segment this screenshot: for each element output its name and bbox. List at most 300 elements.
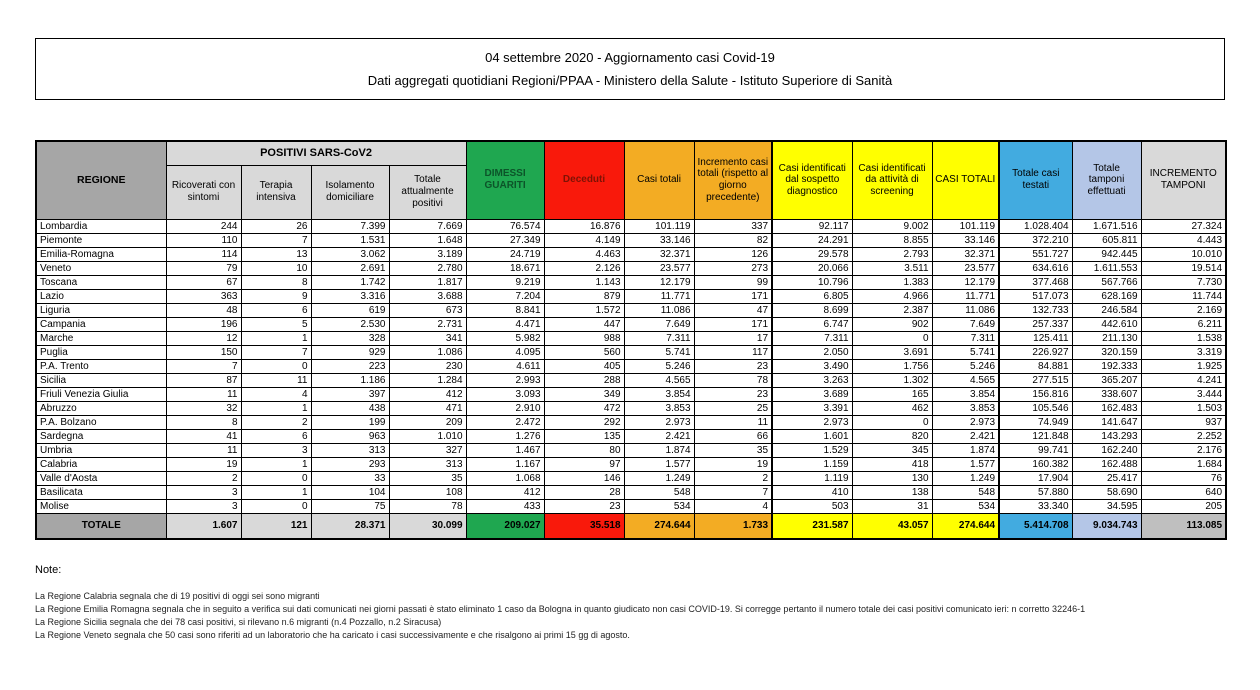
table-row (36, 317, 1226, 331)
data-cell: 57.880 (999, 485, 1072, 499)
data-cell: 7.730 (1141, 275, 1226, 289)
data-cell: 0 (241, 471, 311, 485)
data-cell: 438 (311, 401, 389, 415)
data-cell: 1.249 (932, 471, 999, 485)
data-cell: 31 (852, 499, 932, 513)
data-cell: 205 (1141, 499, 1226, 513)
data-cell: 3.688 (389, 289, 466, 303)
data-cell: 19 (166, 457, 241, 471)
table-row (36, 261, 1226, 275)
data-cell: 1.186 (311, 373, 389, 387)
data-cell: 0 (852, 415, 932, 429)
data-cell: 141.647 (1072, 415, 1141, 429)
table-row (36, 401, 1226, 415)
data-cell: 3 (241, 443, 311, 457)
data-cell: 34.595 (1072, 499, 1141, 513)
data-cell: 2.530 (311, 317, 389, 331)
data-cell: 11.744 (1141, 289, 1226, 303)
totals-cell: 28.371 (311, 513, 389, 539)
data-cell: 1.611.553 (1072, 261, 1141, 275)
data-cell: 104 (311, 485, 389, 499)
data-cell: 87 (166, 373, 241, 387)
col-header-terapia-intensiva: Terapia intensiva (241, 165, 311, 219)
data-cell: 5.741 (624, 345, 694, 359)
data-cell: 23 (544, 499, 624, 513)
data-cell: 99 (694, 275, 772, 289)
totals-cell: 1.733 (694, 513, 772, 539)
data-cell: 447 (544, 317, 624, 331)
data-cell: 3.319 (1141, 345, 1226, 359)
data-cell: 5.246 (624, 359, 694, 373)
data-cell: 548 (624, 485, 694, 499)
data-cell: 534 (624, 499, 694, 513)
data-cell: 7 (241, 233, 311, 247)
data-cell: 410 (772, 485, 852, 499)
data-cell: 171 (694, 317, 772, 331)
data-cell: 199 (311, 415, 389, 429)
data-cell: 17.904 (999, 471, 1072, 485)
data-cell: 135 (544, 429, 624, 443)
data-cell: 929 (311, 345, 389, 359)
data-cell: 345 (852, 443, 932, 457)
data-cell: 1.159 (772, 457, 852, 471)
table-row (36, 457, 1226, 471)
region-name: Sardegna (36, 429, 166, 443)
data-cell: 196 (166, 317, 241, 331)
data-cell: 41 (166, 429, 241, 443)
data-cell: 8.699 (772, 303, 852, 317)
data-cell: 211.130 (1072, 331, 1141, 345)
region-name: Emilia-Romagna (36, 247, 166, 261)
data-cell: 3.853 (932, 401, 999, 415)
data-cell: 963 (311, 429, 389, 443)
data-cell: 146 (544, 471, 624, 485)
data-cell: 1.302 (852, 373, 932, 387)
data-cell: 313 (311, 443, 389, 457)
data-cell: 8 (166, 415, 241, 429)
data-cell: 138 (852, 485, 932, 499)
data-cell: 2.472 (466, 415, 544, 429)
data-cell: 433 (466, 499, 544, 513)
data-cell: 156.816 (999, 387, 1072, 401)
data-cell: 1.119 (772, 471, 852, 485)
data-cell: 1.284 (389, 373, 466, 387)
data-cell: 4.241 (1141, 373, 1226, 387)
data-cell: 4.443 (1141, 233, 1226, 247)
totals-cell: 274.644 (932, 513, 999, 539)
totals-cell: 35.518 (544, 513, 624, 539)
data-cell: 7.399 (311, 219, 389, 233)
totals-cell: 1.607 (166, 513, 241, 539)
data-cell: 6.211 (1141, 317, 1226, 331)
data-cell: 80 (544, 443, 624, 457)
data-cell: 4.463 (544, 247, 624, 261)
region-name: Lombardia (36, 219, 166, 233)
region-name: Basilicata (36, 485, 166, 499)
data-cell: 1.817 (389, 275, 466, 289)
data-cell: 1.538 (1141, 331, 1226, 345)
data-cell: 397 (311, 387, 389, 401)
data-cell: 472 (544, 401, 624, 415)
data-cell: 0 (241, 359, 311, 373)
data-cell: 7.649 (624, 317, 694, 331)
region-name: Sicilia (36, 373, 166, 387)
data-cell: 171 (694, 289, 772, 303)
data-cell: 35 (694, 443, 772, 457)
data-cell: 3.093 (466, 387, 544, 401)
data-cell: 4.966 (852, 289, 932, 303)
col-header-dimessi-guariti: DIMESSI GUARITI (466, 141, 544, 219)
report-page (35, 38, 1225, 642)
data-cell: 25 (694, 401, 772, 415)
data-cell: 162.488 (1072, 457, 1141, 471)
data-cell: 405 (544, 359, 624, 373)
data-cell: 5 (241, 317, 311, 331)
data-cell: 12.179 (932, 275, 999, 289)
data-cell: 117 (694, 345, 772, 359)
data-cell: 35 (389, 471, 466, 485)
data-cell: 114 (166, 247, 241, 261)
data-cell: 125.411 (999, 331, 1072, 345)
data-cell: 32.371 (624, 247, 694, 261)
data-cell: 8 (241, 275, 311, 289)
data-cell: 143.293 (1072, 429, 1141, 443)
data-cell: 1.143 (544, 275, 624, 289)
data-cell: 4.471 (466, 317, 544, 331)
covid-data-table (35, 140, 1227, 540)
data-cell: 28 (544, 485, 624, 499)
data-cell: 3.490 (772, 359, 852, 373)
data-cell: 108 (389, 485, 466, 499)
data-cell: 349 (544, 387, 624, 401)
data-cell: 11 (166, 387, 241, 401)
data-cell: 1.572 (544, 303, 624, 317)
data-cell: 2.421 (624, 429, 694, 443)
data-cell: 126 (694, 247, 772, 261)
region-name: Umbria (36, 443, 166, 457)
col-header-incremento-casi: Incremento casi totali (rispetto al giorno precedente) (694, 141, 772, 219)
data-cell: 3.853 (624, 401, 694, 415)
region-name: Valle d'Aosta (36, 471, 166, 485)
region-name: P.A. Bolzano (36, 415, 166, 429)
col-header-isolamento-domiciliare: Isolamento domiciliare (311, 165, 389, 219)
data-cell: 79 (166, 261, 241, 275)
totals-cell: 30.099 (389, 513, 466, 539)
data-cell: 1.577 (624, 457, 694, 471)
data-cell: 337 (694, 219, 772, 233)
data-cell: 2.731 (389, 317, 466, 331)
data-cell: 3.263 (772, 373, 852, 387)
data-cell: 1.529 (772, 443, 852, 457)
notes-heading: Note: (35, 564, 62, 576)
data-cell: 257.337 (999, 317, 1072, 331)
data-cell: 105.546 (999, 401, 1072, 415)
data-cell: 209 (389, 415, 466, 429)
table-row (36, 471, 1226, 485)
table-body (36, 219, 1226, 513)
data-cell: 328 (311, 331, 389, 345)
table-row (36, 247, 1226, 261)
data-cell: 1.925 (1141, 359, 1226, 373)
data-cell: 92.117 (772, 219, 852, 233)
region-name: P.A. Trento (36, 359, 166, 373)
data-cell: 1.276 (466, 429, 544, 443)
data-cell: 78 (694, 373, 772, 387)
notes-section (35, 564, 1225, 642)
data-cell: 7 (241, 345, 311, 359)
note-calabria: La Regione Calabria segnala che di 19 positivi di oggi sei sono migranti (35, 591, 320, 601)
col-header-casi-sospetto-diagnostico: Casi identificati dal sospetto diagnostico (772, 141, 852, 219)
data-cell: 372.210 (999, 233, 1072, 247)
totals-cell: 231.587 (772, 513, 852, 539)
data-cell: 2 (694, 471, 772, 485)
data-cell: 534 (932, 499, 999, 513)
data-cell: 673 (389, 303, 466, 317)
data-cell: 0 (852, 331, 932, 345)
data-cell: 11 (694, 415, 772, 429)
table-row (36, 289, 1226, 303)
data-cell: 9 (241, 289, 311, 303)
data-cell: 10 (241, 261, 311, 275)
data-cell: 24.719 (466, 247, 544, 261)
totals-cell: 113.085 (1141, 513, 1226, 539)
data-cell: 2.691 (311, 261, 389, 275)
data-cell: 33.340 (999, 499, 1072, 513)
data-cell: 9.219 (466, 275, 544, 289)
region-name: Molise (36, 499, 166, 513)
totals-cell: 9.034.743 (1072, 513, 1141, 539)
data-cell: 1.756 (852, 359, 932, 373)
data-cell: 13 (241, 247, 311, 261)
data-cell: 132.733 (999, 303, 1072, 317)
data-cell: 121.848 (999, 429, 1072, 443)
data-cell: 3.444 (1141, 387, 1226, 401)
data-cell: 23.577 (624, 261, 694, 275)
data-cell: 937 (1141, 415, 1226, 429)
data-cell: 162.240 (1072, 443, 1141, 457)
data-cell: 84.881 (999, 359, 1072, 373)
region-name: Puglia (36, 345, 166, 359)
data-cell: 8.841 (466, 303, 544, 317)
data-cell: 1.577 (932, 457, 999, 471)
report-title: 04 settembre 2020 - Aggiornamento casi Covid-19 (485, 50, 775, 66)
data-cell: 3.691 (852, 345, 932, 359)
table-row (36, 233, 1226, 247)
data-cell: 560 (544, 345, 624, 359)
col-header-totale-tamponi: Totale tamponi effettuati (1072, 141, 1141, 219)
data-cell: 7.311 (932, 331, 999, 345)
data-cell: 1.874 (932, 443, 999, 457)
data-cell: 32 (166, 401, 241, 415)
data-cell: 47 (694, 303, 772, 317)
data-cell: 2 (241, 415, 311, 429)
data-cell: 363 (166, 289, 241, 303)
data-cell: 75 (311, 499, 389, 513)
data-cell: 942.445 (1072, 247, 1141, 261)
data-cell: 605.811 (1072, 233, 1141, 247)
totals-cell: 5.414.708 (999, 513, 1072, 539)
data-cell: 27.324 (1141, 219, 1226, 233)
data-cell: 1.383 (852, 275, 932, 289)
data-cell: 1.648 (389, 233, 466, 247)
data-cell: 277.515 (999, 373, 1072, 387)
data-cell: 230 (389, 359, 466, 373)
totals-cell: 274.644 (624, 513, 694, 539)
data-cell: 150 (166, 345, 241, 359)
col-header-casi-totali: Casi totali (624, 141, 694, 219)
data-cell: 11.086 (932, 303, 999, 317)
data-cell: 10.796 (772, 275, 852, 289)
region-name: Toscana (36, 275, 166, 289)
data-cell: 2.780 (389, 261, 466, 275)
table-row (36, 415, 1226, 429)
data-cell: 33.146 (624, 233, 694, 247)
data-cell: 12.179 (624, 275, 694, 289)
data-cell: 6.805 (772, 289, 852, 303)
data-cell: 23 (694, 359, 772, 373)
note-sicilia: La Regione Sicilia segnala che dei 78 casi positivi, si rilevano n.6 migranti (n.4 Pozzallo, n.2 Siracusa) (35, 617, 442, 628)
data-cell: 9.002 (852, 219, 932, 233)
region-name: Friuli Venezia Giulia (36, 387, 166, 401)
data-cell: 101.119 (932, 219, 999, 233)
data-cell: 1 (241, 457, 311, 471)
totals-row (36, 513, 1226, 539)
table-row (36, 485, 1226, 499)
data-cell: 1.028.404 (999, 219, 1072, 233)
data-cell: 7.311 (772, 331, 852, 345)
data-cell: 12 (166, 331, 241, 345)
col-header-deceduti: Deceduti (544, 141, 624, 219)
data-cell: 20.066 (772, 261, 852, 275)
data-cell: 162.483 (1072, 401, 1141, 415)
data-cell: 33.146 (932, 233, 999, 247)
data-cell: 244 (166, 219, 241, 233)
data-cell: 412 (389, 387, 466, 401)
data-cell: 192.333 (1072, 359, 1141, 373)
data-cell: 3.316 (311, 289, 389, 303)
data-cell: 24.291 (772, 233, 852, 247)
data-cell: 640 (1141, 485, 1226, 499)
data-cell: 1.874 (624, 443, 694, 457)
data-cell: 246.584 (1072, 303, 1141, 317)
data-cell: 619 (311, 303, 389, 317)
col-header-incremento-tamponi: INCREMENTO TAMPONI (1141, 141, 1226, 219)
table-row (36, 303, 1226, 317)
data-cell: 7 (694, 485, 772, 499)
data-cell: 5.741 (932, 345, 999, 359)
data-cell: 418 (852, 457, 932, 471)
data-cell: 551.727 (999, 247, 1072, 261)
totals-cell: 121 (241, 513, 311, 539)
data-cell: 2.973 (932, 415, 999, 429)
title-box (35, 38, 1225, 100)
data-cell: 18.671 (466, 261, 544, 275)
data-cell: 3.062 (311, 247, 389, 261)
data-cell: 11.771 (624, 289, 694, 303)
region-name: Veneto (36, 261, 166, 275)
data-cell: 3.189 (389, 247, 466, 261)
data-cell: 2.176 (1141, 443, 1226, 457)
table-footer (36, 513, 1226, 539)
data-cell: 2.973 (772, 415, 852, 429)
data-cell: 7 (166, 359, 241, 373)
data-cell: 3.391 (772, 401, 852, 415)
data-cell: 879 (544, 289, 624, 303)
data-cell: 48 (166, 303, 241, 317)
data-cell: 2.421 (932, 429, 999, 443)
data-cell: 58.690 (1072, 485, 1141, 499)
data-cell: 3.854 (932, 387, 999, 401)
data-cell: 6 (241, 429, 311, 443)
data-cell: 628.169 (1072, 289, 1141, 303)
data-cell: 327 (389, 443, 466, 457)
data-cell: 902 (852, 317, 932, 331)
data-cell: 288 (544, 373, 624, 387)
data-cell: 7.311 (624, 331, 694, 345)
totals-label: TOTALE (36, 513, 166, 539)
data-cell: 4.095 (466, 345, 544, 359)
data-cell: 17 (694, 331, 772, 345)
note-veneto: La Regione Veneto segnala che 50 casi sono riferiti ad un laboratorio che ha caricato i casi successivamente e che risalgono ai primi 15 gg di agosto. (35, 630, 630, 641)
table-row (36, 345, 1226, 359)
data-cell: 0 (241, 499, 311, 513)
data-cell: 76.574 (466, 219, 544, 233)
data-cell: 2.993 (466, 373, 544, 387)
data-cell: 517.073 (999, 289, 1072, 303)
data-cell: 110 (166, 233, 241, 247)
data-cell: 293 (311, 457, 389, 471)
totals-cell: 209.027 (466, 513, 544, 539)
data-cell: 2 (166, 471, 241, 485)
region-name: Marche (36, 331, 166, 345)
data-cell: 226.927 (999, 345, 1072, 359)
data-cell: 2.050 (772, 345, 852, 359)
col-header-totale-casi-testati: Totale casi testati (999, 141, 1072, 219)
data-cell: 4.149 (544, 233, 624, 247)
data-cell: 292 (544, 415, 624, 429)
table-row (36, 275, 1226, 289)
data-cell: 1 (241, 331, 311, 345)
data-cell: 78 (389, 499, 466, 513)
data-cell: 442.610 (1072, 317, 1141, 331)
data-cell: 11 (241, 373, 311, 387)
data-cell: 67 (166, 275, 241, 289)
data-cell: 1 (241, 485, 311, 499)
data-cell: 2.169 (1141, 303, 1226, 317)
data-cell: 1.601 (772, 429, 852, 443)
table-row (36, 387, 1226, 401)
region-name: Liguria (36, 303, 166, 317)
col-header-totale-attualmente-positivi: Totale attualmente positivi (389, 165, 466, 219)
table-row (36, 219, 1226, 233)
table-row (36, 373, 1226, 387)
table-row (36, 331, 1226, 345)
region-name: Abruzzo (36, 401, 166, 415)
data-cell: 66 (694, 429, 772, 443)
data-cell: 503 (772, 499, 852, 513)
data-cell: 7.669 (389, 219, 466, 233)
data-cell: 33 (311, 471, 389, 485)
data-cell: 567.766 (1072, 275, 1141, 289)
data-cell: 3 (166, 485, 241, 499)
data-cell: 1.503 (1141, 401, 1226, 415)
data-cell: 820 (852, 429, 932, 443)
data-cell: 32.371 (932, 247, 999, 261)
data-cell: 3 (166, 499, 241, 513)
col-header-casi-screening: Casi identificati da attività di screening (852, 141, 932, 219)
note-emilia-romagna: La Regione Emilia Romagna segnala che in seguito a verifica sui dati comunicati nei giorni passati è stato eliminato 1 caso da Bologna in quanto giudicato non casi COVID-19. Si corregge pertanto il numero totale dei casi positivi comunicato ieri: n corretto 32246-1 (35, 604, 1086, 615)
data-cell: 26 (241, 219, 311, 233)
